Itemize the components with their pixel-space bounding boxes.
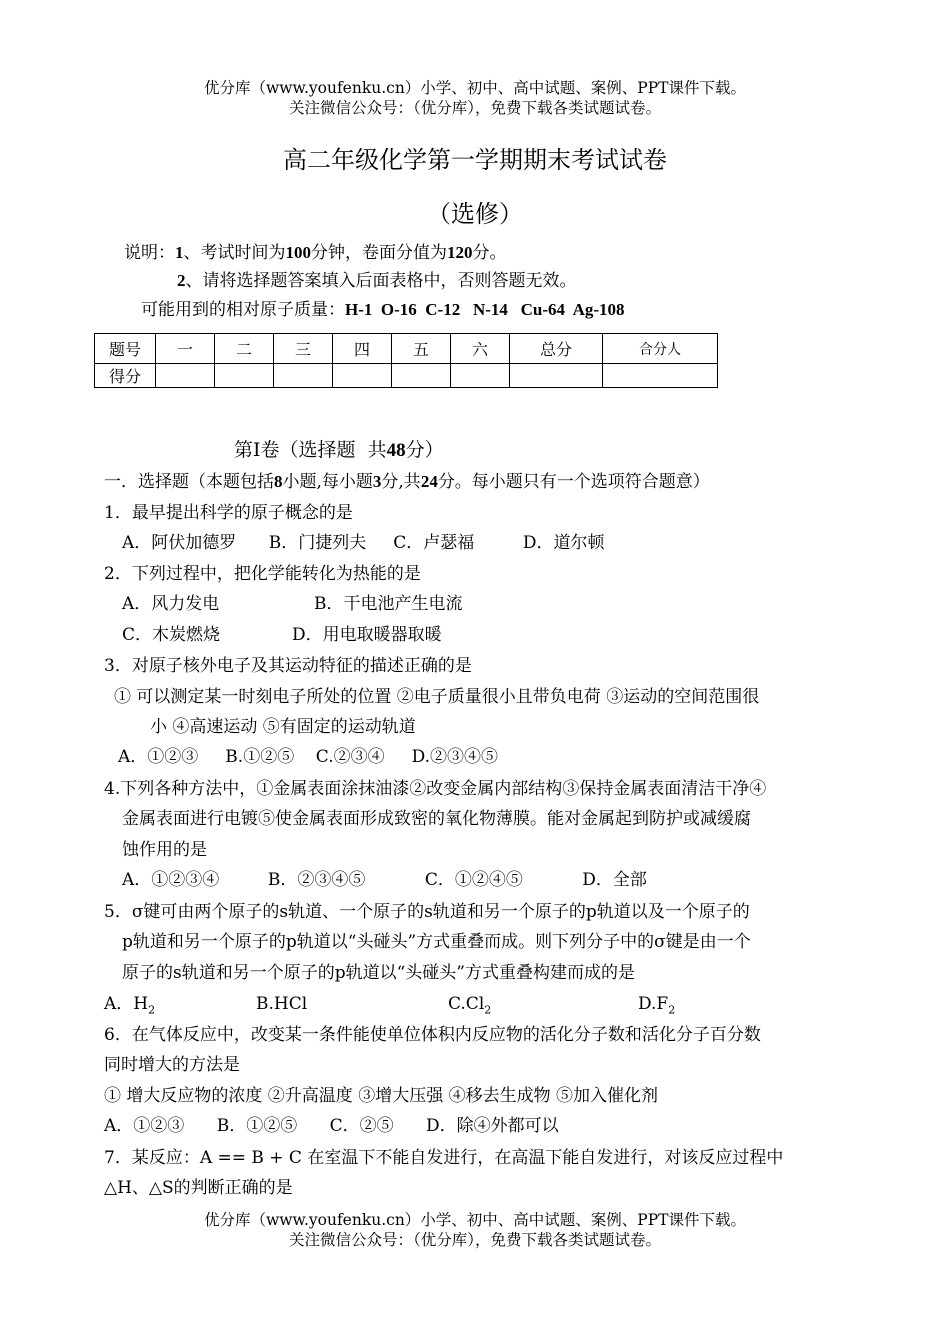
question-1-options: A．阿伏加德罗 B．门捷列夫 C．卢瑟福 D．道尔顿 [122,533,605,553]
score-input-cell[interactable] [451,364,510,388]
question-1: 1．最早提出科学的原子概念的是 [104,503,353,523]
score-input-cell[interactable] [156,364,215,388]
score-header-cell: 一 [156,334,215,364]
footer-line-1: 优分库（www.youfenku.cn）小学、初中、高中试题、案例、PPT课件下载。 [203,1211,747,1229]
question-3-line-1: ① 可以测定某一时刻电子所处的位置 ②电子质量很小且带负电荷 ③运动的空间范围很 [114,687,760,707]
question-6-line-1: 6．在气体反应中，改变某一条件能使单位体积内反应物的活化分子数和活化分子百分数 [104,1025,761,1045]
question-5-line-2: p轨道和另一个原子的p轨道以“头碰头”方式重叠而成。则下列分子中的σ键是由一个 [122,932,751,952]
question-3: 3．对原子核外电子及其运动特征的描述正确的是 [104,656,472,676]
question-2-option-c: C．木炭燃烧 [122,625,221,645]
score-row-label: 得分 [95,364,156,388]
atomic-mass-note: 可能用到的相对原子质量：H-1 O-16 C-12 N-14 Cu-64 Ag-108 [141,300,625,320]
footer-line-2: 关注微信公众号：（优分库），免费下载各类试题试卷。 [288,1231,661,1249]
question-2: 2．下列过程中，把化学能转化为热能的是 [104,564,421,584]
question-3-line-2: 小 ④高速运动 ⑤有固定的运动轨道 [150,717,416,737]
question-6-line-3: ① 增大反应物的浓度 ②升高温度 ③增大压强 ④移去生成物 ⑤加入催化剂 [104,1086,659,1106]
question-5-line-3: 原子的s轨道和另一个原子的p轨道以“头碰头”方式重叠构建而成的是 [122,963,635,983]
section-title: 第Ⅰ卷（选择题 共48分） [234,439,444,461]
note-2: 2、请将选择题答案填入后面表格中，否则答题无效。 [177,271,577,291]
question-2-option-d: D．用电取暖器取暖 [292,625,442,645]
question-5-option-c: $C.Cl_2$ [448,994,492,1017]
score-table [94,333,718,388]
note-1: 说明：1、考试时间为100分钟，卷面分值为120分。 [124,243,507,263]
score-input-cell[interactable] [274,364,333,388]
question-4-line-2: 金属表面进行电镀⑤使金属表面形成致密的氧化物薄膜。能对金属起到防护或减缓腐 [122,809,751,829]
score-header-cell: 合分人 [603,334,718,364]
score-input-cell[interactable] [603,364,718,388]
question-6-options: A．①②③ B．①②⑤ C．②⑤ D．除④外都可以 [104,1116,559,1136]
section-intro: 一．选择题（本题包括8小题,每小题3分,共24分。每小题只有一个选项符合题意） [104,472,710,492]
question-5-option-a: A．$H_2$ [104,994,156,1017]
question-5-line-1: 5．σ键可由两个原子的s轨道、一个原子的s轨道和另一个原子的p轨道以及一个原子的 [104,902,750,922]
score-header-cell: 四 [333,334,392,364]
score-header-cell: 三 [274,334,333,364]
page-subtitle: （选修） [427,200,523,228]
question-4-options: A．①②③④ B．②③④⑤ C．①②④⑤ D．全部 [122,870,647,890]
question-5-option-d: $D.F_2$ [638,994,676,1017]
page-title: 高二年级化学第一学期期末考试试卷 [283,146,667,174]
question-7-line-1: 7．某反应：A == B + C 在室温下不能自发进行，在高温下能自发进行，对该反应过程中 [104,1148,784,1168]
question-7-line-2: △H、△S的判断正确的是 [104,1178,293,1198]
question-2-option-a: A．风力发电 [122,594,220,614]
header-line-2: 关注微信公众号：（优分库），免费下载各类试题试卷。 [288,99,661,117]
question-4-line-3: 蚀作用的是 [122,840,207,860]
question-4-line-1: 4.下列各种方法中，①金属表面涂抹油漆②改变金属内部结构③保持金属表面清洁干净④ [104,779,767,799]
score-header-cell: 总分 [510,334,603,364]
question-2-option-b: B．干电池产生电流 [314,594,463,614]
score-header-cell: 题号 [95,334,156,364]
question-5-option-b: B.HCl [256,994,308,1014]
score-input-cell[interactable] [510,364,603,388]
score-input-cell[interactable] [333,364,392,388]
score-header-cell: 六 [451,334,510,364]
score-input-cell[interactable] [215,364,274,388]
question-3-options: A．①②③ B.①②⑤ C.②③④ D.②③④⑤ [118,747,499,767]
score-header-cell: 二 [215,334,274,364]
header-line-1: 优分库（www.youfenku.cn）小学、初中、高中试题、案例、PPT课件下载。 [203,79,747,97]
question-6-line-2: 同时增大的方法是 [104,1055,240,1075]
score-input-cell[interactable] [392,364,451,388]
score-header-cell: 五 [392,334,451,364]
